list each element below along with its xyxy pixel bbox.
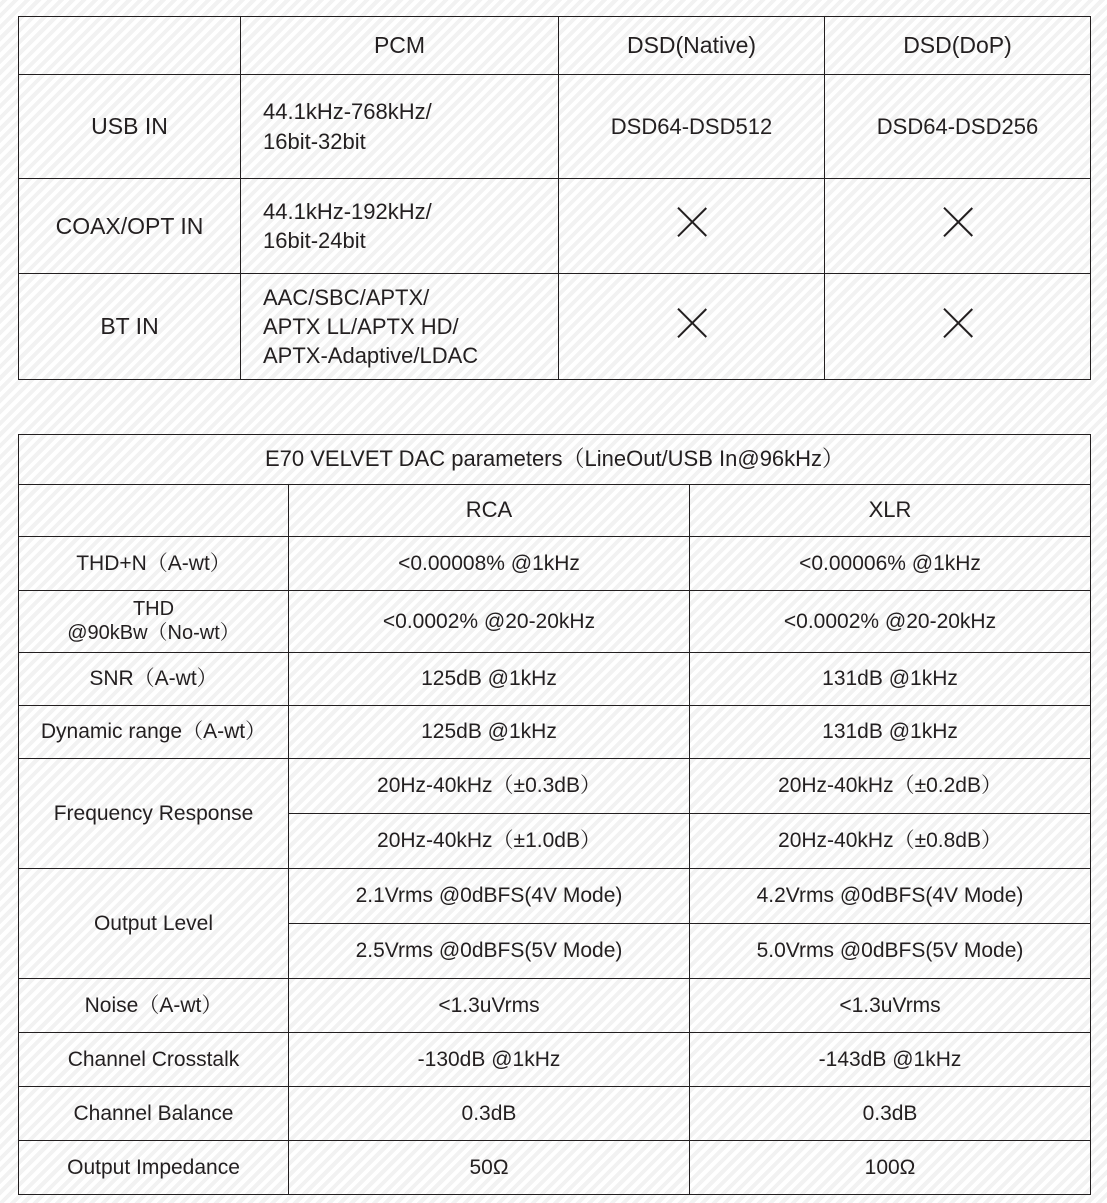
table1-row-label-coax-opt-in: COAX/OPT IN: [19, 179, 241, 274]
param-value-output-level-rca-1: 2.1Vrms @0dBFS(4V Mode): [289, 868, 690, 923]
table-row: [19, 1140, 1091, 1194]
table-row: [19, 179, 1091, 274]
table-row: [19, 591, 1091, 653]
table1-cell-bt-dsd-dop: [825, 274, 1091, 380]
table-row: [19, 75, 1091, 179]
cross-icon: [938, 303, 978, 343]
table-row: [19, 537, 1091, 591]
table-row: [19, 1086, 1091, 1140]
table1-cell-coax-pcm: 44.1kHz-192kHz/ 16bit-24bit: [241, 179, 559, 274]
param-value-channel-crosstalk-rca: -130dB @1kHz: [289, 1032, 690, 1086]
table2-header-rca: RCA: [289, 485, 690, 537]
param-value-output-level-rca-2: 2.5Vrms @0dBFS(5V Mode): [289, 923, 690, 978]
param-label-dynamic-range: Dynamic range（A-wt）: [19, 705, 289, 758]
param-label-channel-balance: Channel Balance: [19, 1086, 289, 1140]
dac-parameters-title: E70 VELVET DAC parameters（LineOut/USB In@96kHz）: [19, 435, 1091, 485]
table1-cell-coax-dsd-native: [559, 179, 825, 274]
table1-cell-usb-dsd-native: DSD64-DSD512: [559, 75, 825, 179]
cross-icon: [672, 303, 712, 343]
param-value-noise-xlr: <1.3uVrms: [690, 978, 1091, 1032]
param-label-thd-90kbw: THD @90kBw（No-wt）: [19, 591, 289, 653]
param-label-snr: SNR（A-wt）: [19, 652, 289, 705]
param-label-frequency-response: Frequency Response: [19, 758, 289, 868]
table2-corner-cell: [19, 485, 289, 537]
param-value-channel-crosstalk-xlr: -143dB @1kHz: [690, 1032, 1091, 1086]
table-header-row: [19, 485, 1091, 537]
param-value-channel-balance-xlr: 0.3dB: [690, 1086, 1091, 1140]
table-header-row: [19, 17, 1091, 75]
table1-row-label-usb-in: USB IN: [19, 75, 241, 179]
param-value-thd-90kbw-xlr: <0.0002% @20-20kHz: [690, 591, 1091, 653]
table1-cell-bt-dsd-native: [559, 274, 825, 380]
table1-header-dsd-native: DSD(Native): [559, 17, 825, 75]
param-value-output-level-xlr-2: 5.0Vrms @0dBFS(5V Mode): [690, 923, 1091, 978]
input-format-table: [18, 16, 1091, 380]
param-value-frequency-response-xlr-1: 20Hz-40kHz（±0.2dB）: [690, 758, 1091, 813]
param-value-output-impedance-xlr: 100Ω: [690, 1140, 1091, 1194]
table1-corner-cell: [19, 17, 241, 75]
table1-header-dsd-dop: DSD(DoP): [825, 17, 1091, 75]
param-value-snr-rca: 125dB @1kHz: [289, 652, 690, 705]
table-row: [19, 758, 1091, 813]
table1-cell-usb-pcm: 44.1kHz-768kHz/ 16bit-32bit: [241, 75, 559, 179]
table-row: [19, 274, 1091, 380]
cross-icon: [672, 202, 712, 242]
table-row: [19, 1032, 1091, 1086]
param-value-snr-xlr: 131dB @1kHz: [690, 652, 1091, 705]
param-value-noise-rca: <1.3uVrms: [289, 978, 690, 1032]
param-value-thdn-rca: <0.00008% @1kHz: [289, 537, 690, 591]
table-row: [19, 978, 1091, 1032]
param-label-output-level: Output Level: [19, 868, 289, 978]
param-value-frequency-response-rca-2: 20Hz-40kHz（±1.0dB）: [289, 813, 690, 868]
table-row: [19, 705, 1091, 758]
param-label-output-impedance: Output Impedance: [19, 1140, 289, 1194]
table2-title-row: [19, 435, 1091, 485]
param-label-noise: Noise（A-wt）: [19, 978, 289, 1032]
param-value-dynamic-range-rca: 125dB @1kHz: [289, 705, 690, 758]
table1-cell-bt-pcm: AAC/SBC/APTX/ APTX LL/APTX HD/ APTX-Adaptive/LDAC: [241, 274, 559, 380]
table1-cell-coax-dsd-dop: [825, 179, 1091, 274]
table1-header-pcm: PCM: [241, 17, 559, 75]
table-row: [19, 652, 1091, 705]
param-value-thd-90kbw-rca: <0.0002% @20-20kHz: [289, 591, 690, 653]
dac-parameters-table: [18, 434, 1091, 1195]
param-value-frequency-response-xlr-2: 20Hz-40kHz（±0.8dB）: [690, 813, 1091, 868]
param-value-dynamic-range-xlr: 131dB @1kHz: [690, 705, 1091, 758]
table1-cell-usb-dsd-dop: DSD64-DSD256: [825, 75, 1091, 179]
param-value-channel-balance-rca: 0.3dB: [289, 1086, 690, 1140]
table1-row-label-bt-in: BT IN: [19, 274, 241, 380]
param-value-thdn-xlr: <0.00006% @1kHz: [690, 537, 1091, 591]
cross-icon: [938, 202, 978, 242]
table2-header-xlr: XLR: [690, 485, 1091, 537]
param-value-output-impedance-rca: 50Ω: [289, 1140, 690, 1194]
param-value-frequency-response-rca-1: 20Hz-40kHz（±0.3dB）: [289, 758, 690, 813]
param-label-thdn: THD+N（A-wt）: [19, 537, 289, 591]
table-row: [19, 868, 1091, 923]
param-label-channel-crosstalk: Channel Crosstalk: [19, 1032, 289, 1086]
param-value-output-level-xlr-1: 4.2Vrms @0dBFS(4V Mode): [690, 868, 1091, 923]
